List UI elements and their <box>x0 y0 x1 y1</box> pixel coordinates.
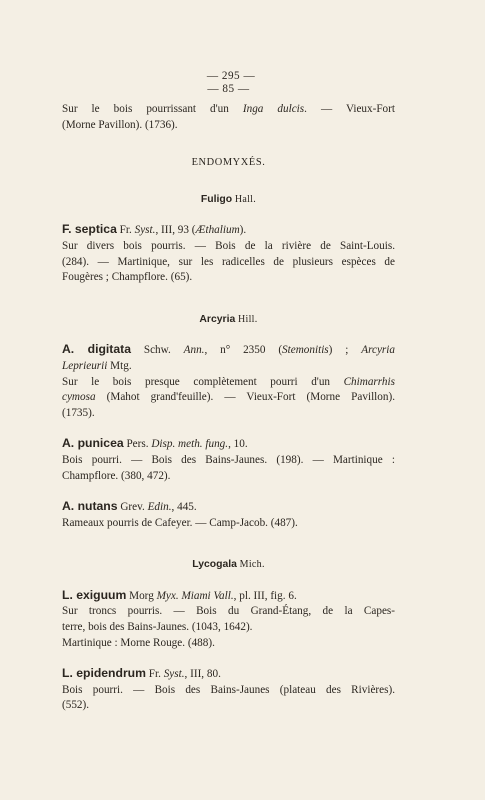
intro-text-a: Sur le bois pourrissant d'un <box>62 103 243 115</box>
species-text-line <box>62 375 395 391</box>
species-entry <box>62 588 395 651</box>
intro-line-2: (Morne Pavillon). (1736). <box>62 118 178 131</box>
species-text-line <box>62 390 395 406</box>
species-header <box>62 666 395 683</box>
species-entry <box>62 342 395 421</box>
species-name: A. punicea <box>62 436 124 451</box>
species-header <box>62 499 395 516</box>
genus-heading <box>62 557 395 573</box>
species-text-line: Bois pourri. — Bois des Bains-Jaunes (plateau des Rivières). <box>62 683 395 696</box>
species-text-line: Fougères ; Champflore. (65). <box>62 271 193 284</box>
species-name: A. digitata <box>62 342 131 357</box>
species-ref: Schw. <box>130 344 184 357</box>
species-entry <box>62 666 395 714</box>
species-header <box>62 436 395 453</box>
species-ref: Fr. <box>116 224 135 237</box>
species-entry <box>62 222 395 285</box>
species-text-line: (552). <box>62 699 90 712</box>
species-ref: , III, 93 ( <box>155 224 196 237</box>
genus-author: Hill. <box>238 313 258 325</box>
species-text-line: Sur divers bois pourris. — Bois de la rivière de Saint-Louis. <box>62 239 395 252</box>
species-ref: Grev. <box>117 501 148 514</box>
species-ref: Pers. <box>123 438 152 451</box>
page-content <box>62 70 395 714</box>
species-header <box>62 588 395 605</box>
species-text-line: Martinique : Morne Rouge. (488). <box>62 636 215 649</box>
species-name: L. epidendrum <box>62 666 146 681</box>
species-ref-italic: Syst. <box>134 224 156 237</box>
species-entry <box>62 499 395 531</box>
page-number-outer: — 295 — <box>206 70 256 82</box>
species-ref: , pl. III, fig. 6. <box>233 589 297 602</box>
species-ref-italic: Leprieurii <box>62 359 108 372</box>
genus-heading <box>62 192 395 208</box>
genus-name: Arcyria <box>199 313 236 325</box>
species-ref-italic: Ann. <box>183 344 205 357</box>
page-number-inner: — 85 — <box>207 83 250 95</box>
intro-line-1 <box>62 102 395 118</box>
species-text-italic: cymosa <box>62 391 96 404</box>
genus-name: Lycogala <box>192 559 237 571</box>
species-ref: ) ; <box>328 344 362 357</box>
species-name: L. exiguum <box>62 587 127 602</box>
species-ref: Mtg. <box>107 359 132 372</box>
species-entry <box>62 436 395 484</box>
genus-name: Fuligo <box>200 193 233 205</box>
species-ref-italic: Myx. Miami Vall. <box>156 589 234 602</box>
species-header-line-2 <box>62 359 395 375</box>
species-ref-italic: Æthalium <box>195 224 240 237</box>
species-ref-italic: Disp. meth. fung. <box>151 438 229 451</box>
species-ref-italic: Edin. <box>147 501 172 514</box>
genus-author: Hall. <box>234 193 257 205</box>
species-ref: Morg <box>126 589 157 602</box>
species-text-line: Bois pourri. — Bois des Bains-Jaunes. (198). — Martinique : <box>62 453 395 466</box>
species-text-line: Sur troncs pourris. — Bois du Grand-Étang, de la Capes- <box>62 605 395 618</box>
species-ref-italic: Syst. <box>163 668 185 681</box>
species-text-line: Rameaux pourris de Cafeyer. — Camp-Jacob. (487). <box>62 516 298 529</box>
species-text-line: (284). — Martinique, sur les radicelles de plusieurs espèces de <box>62 255 395 268</box>
section-title: ENDOMYXÉS. <box>191 157 266 169</box>
species-text-line: (1735). <box>62 406 95 419</box>
species-ref-italic: Stemonitis <box>282 344 329 357</box>
species-text: Sur le bois presque complètement pourri d'un <box>62 375 344 388</box>
intro-text-italic: Inga dulcis <box>242 103 305 115</box>
species-ref-italic: Arcyria <box>361 344 395 357</box>
species-ref: Fr. <box>145 668 164 681</box>
species-text: (Mahot grand'feuille). — Vieux-Fort (Morne Pavillon). <box>95 391 395 404</box>
species-name: A. nutans <box>62 499 118 514</box>
genus-heading <box>62 312 395 328</box>
species-ref: ). <box>239 224 247 237</box>
species-header <box>62 342 395 359</box>
species-text-line: terre, bois des Bains-Jaunes. (1043, 1642). <box>62 621 253 634</box>
species-text-italic: Chimarrhis <box>343 375 395 388</box>
species-ref: , III, 80. <box>184 668 221 681</box>
species-ref: , 445. <box>171 501 197 514</box>
species-ref: , n° 2350 ( <box>204 344 283 357</box>
species-header <box>62 222 395 239</box>
species-name: F. septica <box>62 222 117 237</box>
species-ref: , 10. <box>228 438 248 451</box>
genus-author: Mich. <box>239 559 265 571</box>
species-text-line: Champflore. (380, 472). <box>62 469 171 482</box>
intro-text-b: . — Vieux-Fort <box>304 103 395 115</box>
